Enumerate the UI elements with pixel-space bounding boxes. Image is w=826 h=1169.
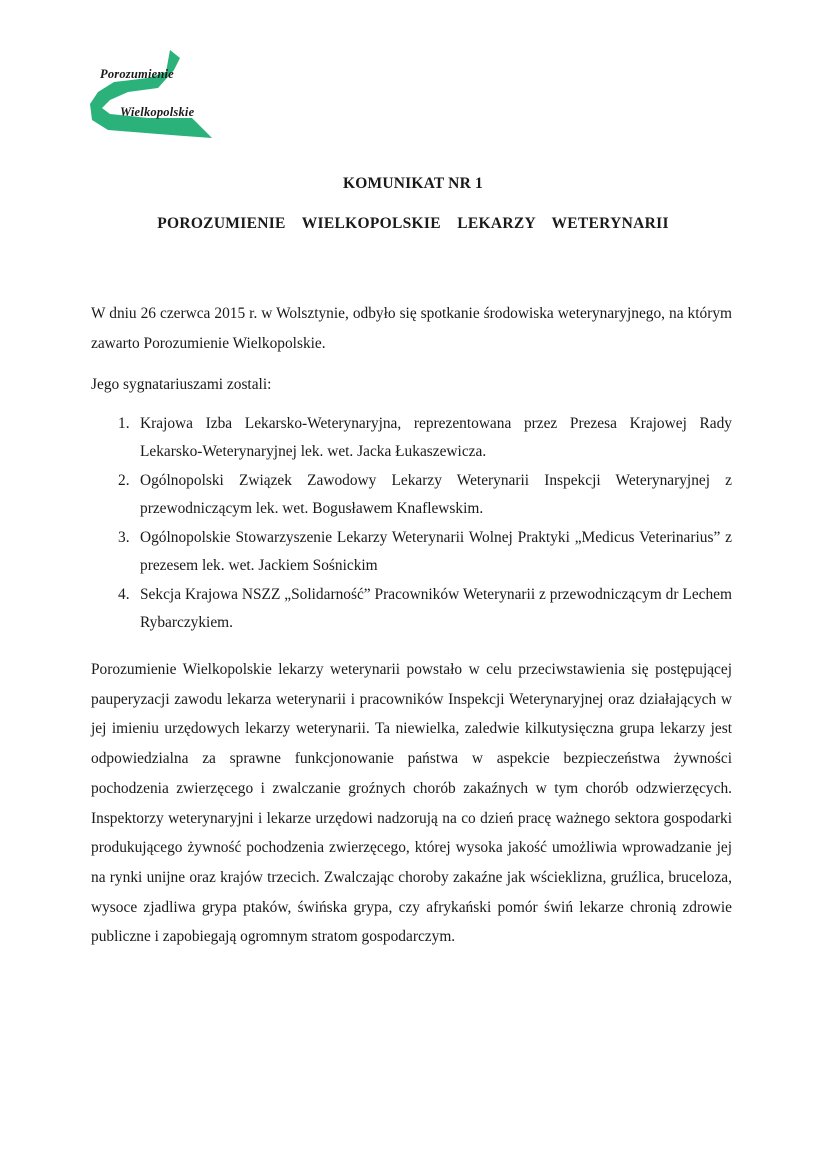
intro-paragraph: W dniu 26 czerwca 2015 r. w Wolsztynie, odbyło się spotkanie środowiska weterynaryjnego, na którym zawarto Porozumienie Wielkopolskie. xyxy=(91,305,732,352)
list-item xyxy=(118,581,732,636)
list-item-text: Ogólnopolski Związek Zawodowy Lekarzy Weterynarii Inspekcji Weterynaryjnej z przewodniczącym lek. wet. Bogusławem Knaflewskim. xyxy=(140,472,732,517)
signatories-list xyxy=(118,410,732,638)
main-paragraph: Porozumienie Wielkopolskie lekarzy weterynarii powstało w celu przeciwstawienia się postępującej pauperyzacji zawodu lekarza weterynarii i pracowników Inspekcji Weterynaryjnej oraz działających w jej imieniu urzędowych lekarzy weterynarii. Ta niewielka, zaledwie kilkutysięczna grupa lekarzy jest odpowiedzialna za sprawne funkcjonowanie państwa w aspekcie bezpieczeństwa żywności pochodzenia zwierzęcego i zwalczanie groźnych chorób zakaźnych w tym chorób odzwierzęcych. Inspektorzy weterynaryjni i lekarze urzędowi nadzorują na co dzień pracę ważnego sektora gospodarki produkującego żywność pochodzenia zwierzęcego, której wysoka jakość umożliwia wprowadzanie jej na rynki unijne oraz krajów trzecich. Zwalczając choroby zakaźne jak wścieklizna, gruźlica, bruceloza, wysoce zjadliwa grypa ptaków, świńska grypa, czy afrykański pomór świń lekarze chronią zdrowie publiczne i zapobiegają ogromnym stratom gospodarczym. xyxy=(91,661,732,946)
list-item-text: Sekcja Krajowa NSZZ „Solidarność” Pracowników Weterynarii z przewodniczącym dr Lechem Rybarczykiem. xyxy=(140,586,732,631)
list-number: 1. xyxy=(118,415,130,432)
document-title: KOMUNIKAT NR 1 xyxy=(342,175,483,192)
list-number: 3. xyxy=(118,529,130,546)
logo-text-wielkopolskie: Wielkopolskie xyxy=(120,105,195,119)
signatories-heading: Jego sygnatariuszami zostali: xyxy=(91,376,272,393)
list-item-text: Krajowa Izba Lekarsko-Weterynaryjna, reprezentowana przez Prezesa Krajowej Rady Lekarsko-Weterynaryjnej lek. wet. Jacka Łukaszewicza. xyxy=(140,415,732,460)
logo-swoosh-icon xyxy=(88,48,218,140)
organization-logo xyxy=(88,48,218,140)
document-subtitle: POROZUMIENIE WIELKOPOLSKIE LEKARZY WETERYNARII xyxy=(157,215,669,232)
list-number: 4. xyxy=(118,586,130,603)
list-number: 2. xyxy=(118,472,130,489)
logo-text-porozumienie: Porozumienie xyxy=(100,67,174,81)
list-item-text: Ogólnopolskie Stowarzyszenie Lekarzy Weterynarii Wolnej Praktyki „Medicus Veterinarius” z prezesem lek. wet. Jackiem Sośnickim xyxy=(140,529,732,574)
list-item xyxy=(118,467,732,522)
list-item xyxy=(118,410,732,465)
list-item xyxy=(118,524,732,579)
